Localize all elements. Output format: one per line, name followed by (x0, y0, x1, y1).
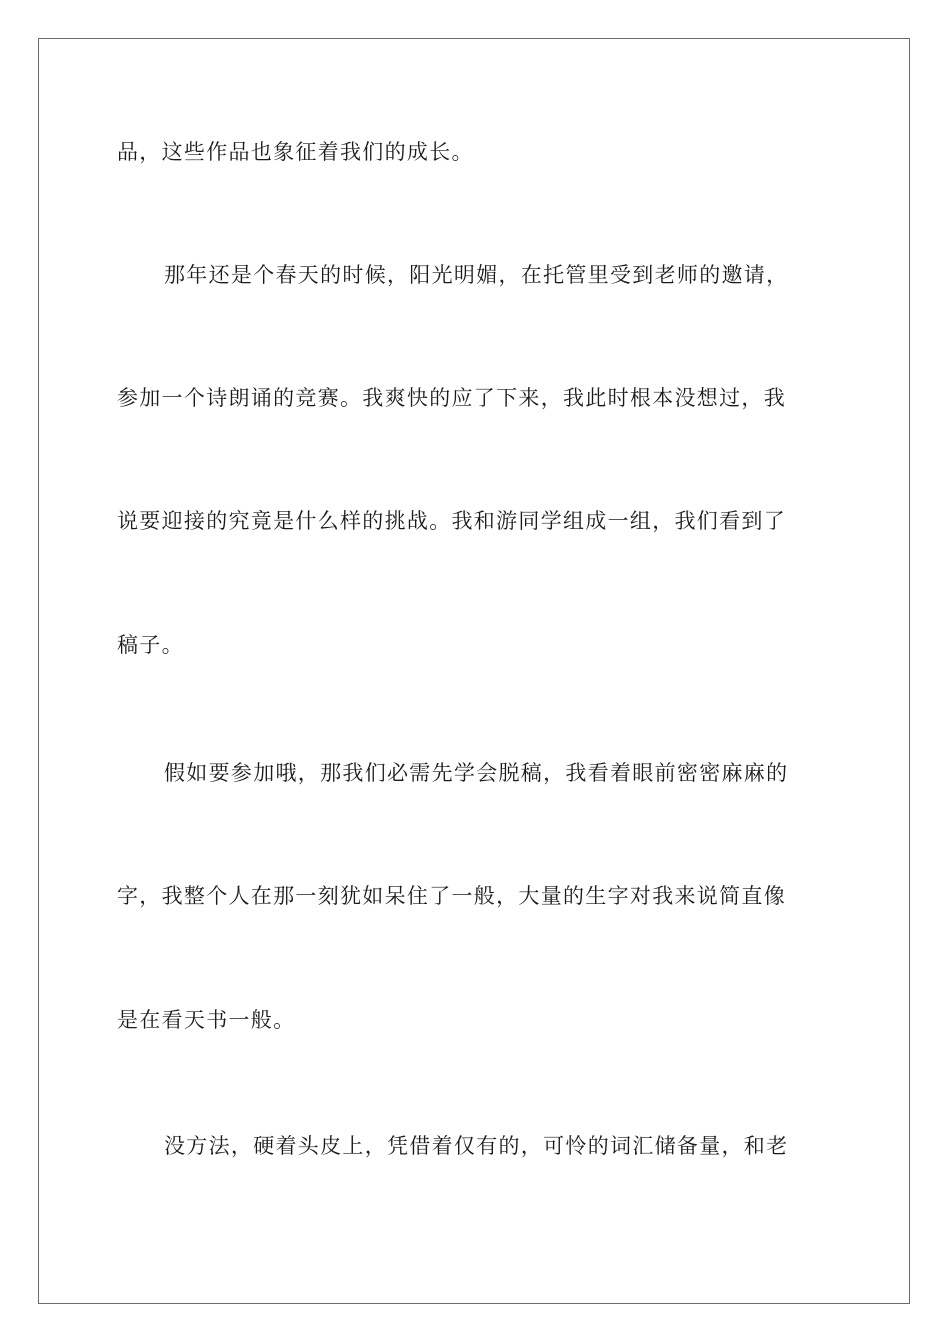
page-border (38, 38, 910, 1304)
text-line-9: 没方法，硬着头皮上，凭借着仅有的，可怜的词汇储备量，和老 (164, 1134, 789, 1158)
text-line-8: 是在看天书一般。 (117, 1008, 296, 1032)
text-line-3: 参加一个诗朗诵的竞赛。我爽快的应了下来，我此时根本没想过，我 (117, 386, 786, 410)
text-line-5: 稿子。 (117, 633, 184, 657)
text-line-7: 字，我整个人在那一刻犹如呆住了一般，大量的生字对我来说简直像 (117, 884, 786, 908)
text-line-6: 假如要参加哦，那我们必需先学会脱稿，我看着眼前密密麻麻的 (164, 761, 789, 785)
text-line-4: 说要迎接的究竟是什么样的挑战。我和游同学组成一组，我们看到了 (117, 509, 786, 533)
text-line-1: 品，这些作品也象征着我们的成长。 (117, 140, 474, 164)
text-line-2: 那年还是个春天的时候，阳光明媚，在托管里受到老师的邀请， (164, 263, 789, 287)
